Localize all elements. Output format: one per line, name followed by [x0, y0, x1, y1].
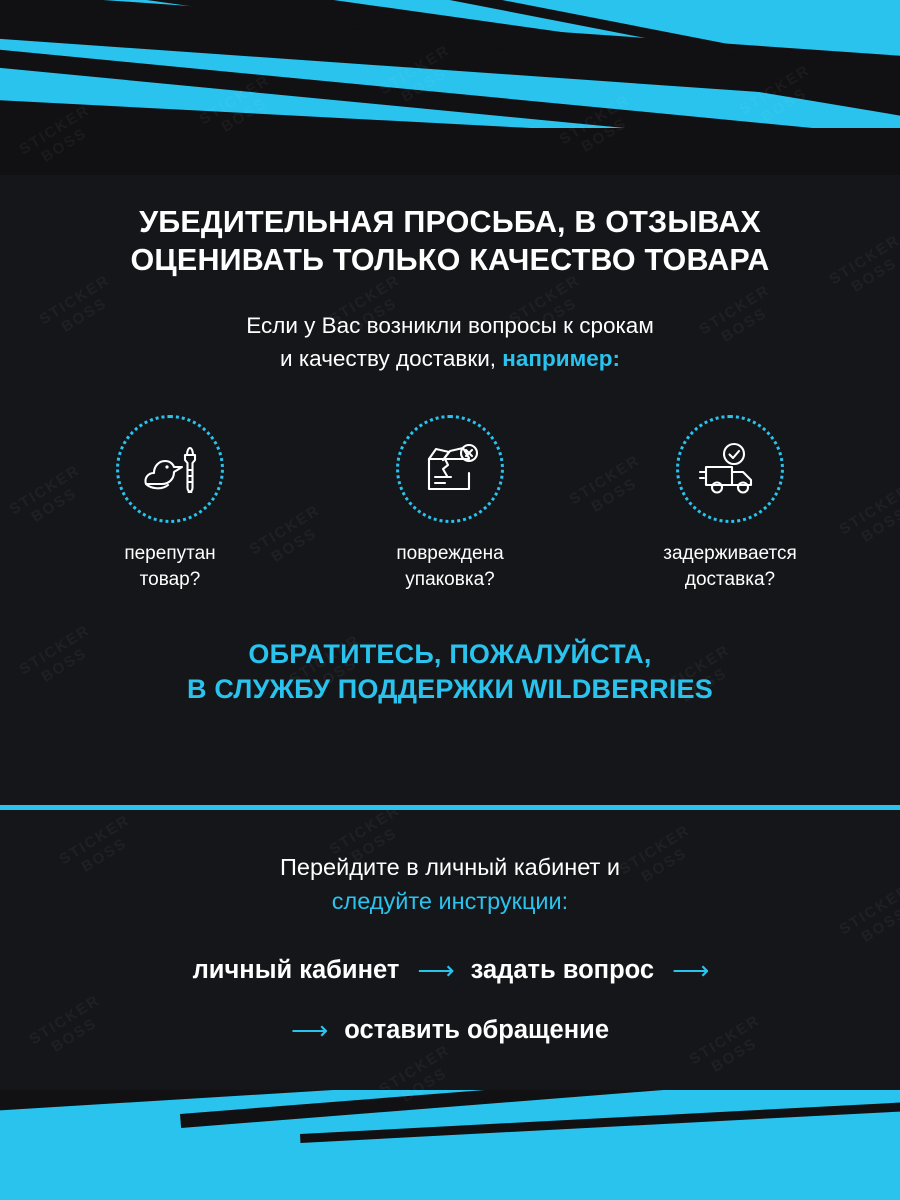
icon-block-damaged-package — [354, 415, 546, 593]
subtitle — [80, 309, 820, 375]
instruction-accent: следуйте инструкции: — [331, 888, 569, 914]
icon-caption-line-2: товар? — [139, 569, 201, 590]
subtitle-line-1: Если у Вас возникли вопросы к срокам — [246, 313, 654, 338]
icon-caption-line-1: повреждена — [396, 543, 504, 564]
instruction-line-1: Перейдите в личный кабинет и — [280, 854, 620, 880]
step-leave-request: оставить обращение — [344, 1016, 610, 1044]
delivery-truck-icon — [698, 441, 762, 497]
icon-caption — [354, 541, 546, 593]
arrow-right-icon: ⟶ — [290, 1015, 327, 1045]
icon-circle — [396, 415, 504, 523]
icon-circle — [676, 415, 784, 523]
steps-row-first — [0, 948, 900, 992]
bottom-section — [0, 812, 900, 1052]
instruction-text — [80, 850, 820, 918]
cta-line-1: ОБРАТИТЕСЬ, ПОЖАЛУЙСТА, — [248, 639, 652, 669]
icon-caption — [74, 541, 266, 593]
subtitle-accent: например: — [502, 346, 620, 371]
baby-bottle-duck-icon — [138, 440, 202, 498]
cta-line-2: В СЛУЖБУ ПОДДЕРЖКИ WILDBERRIES — [187, 674, 713, 704]
damaged-package-icon — [419, 439, 481, 499]
icon-caption-line-2: доставка? — [684, 569, 776, 590]
bottom-paint-band — [0, 1090, 900, 1200]
icon-block-delayed-delivery — [634, 415, 826, 593]
page-title: УБЕДИТЕЛЬНАЯ ПРОСЬБА, В ОТЗЫВАХ ОЦЕНИВАТЬ ТОЛЬКО КАЧЕСТВО ТОВАРА — [130, 205, 770, 277]
icon-caption-line-1: задерживается — [663, 543, 797, 564]
icon-list — [0, 415, 900, 593]
subtitle-line-2: и качеству доставки, — [280, 346, 497, 371]
icon-block-wrong-product — [74, 415, 266, 593]
support-call-to-action — [60, 637, 840, 707]
arrow-right-icon: ⟶ — [417, 955, 453, 985]
top-section — [0, 175, 900, 805]
icon-circle — [116, 415, 224, 523]
icon-caption — [634, 541, 826, 593]
step-ask-question: задать вопрос — [470, 956, 655, 984]
steps-flow — [0, 948, 900, 1052]
step-personal-account: личный кабинет — [192, 956, 400, 984]
steps-row-second — [0, 1008, 900, 1052]
icon-caption-line-1: перепутан — [124, 543, 216, 564]
arrow-right-icon: ⟶ — [672, 955, 708, 985]
icon-caption-line-2: упаковка? — [405, 569, 495, 590]
top-paint-band — [0, 0, 900, 175]
section-divider — [0, 805, 900, 810]
